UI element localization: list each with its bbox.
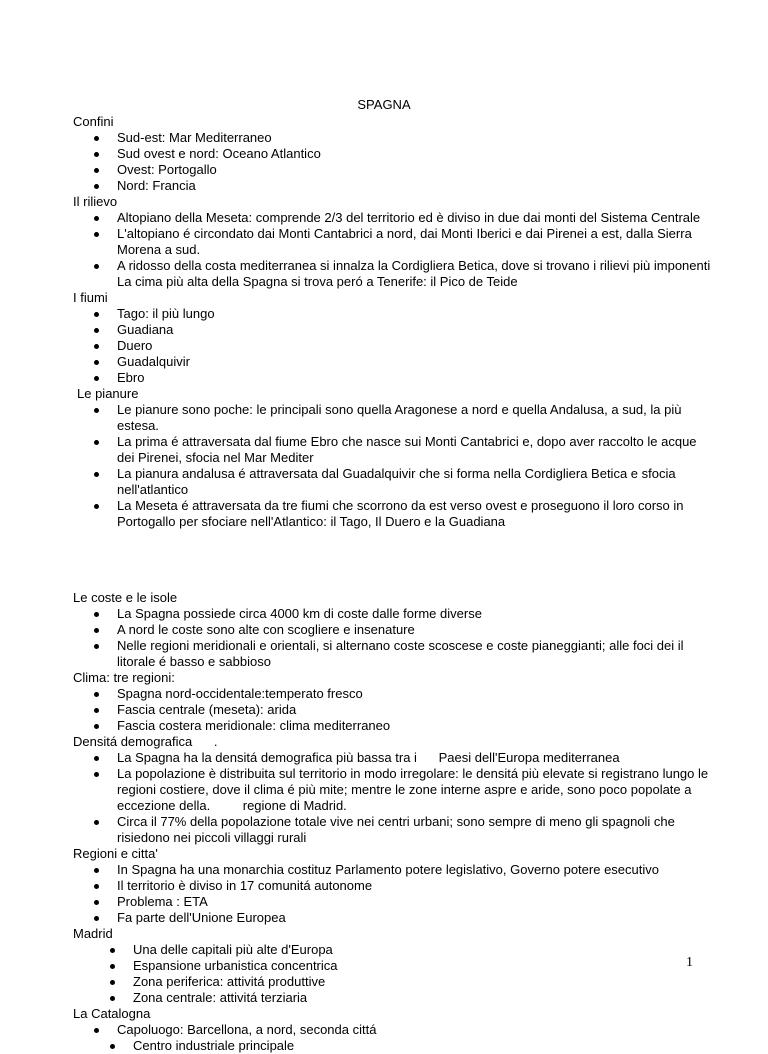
section-heading: Il rilievo <box>73 194 118 209</box>
section-heading: Le coste e le isole <box>73 590 178 605</box>
list-item: La Spagna possiede circa 4000 km di coste dalle forme diverse <box>73 606 713 622</box>
list-item: Fascia costera meridionale: clima mediterraneo <box>73 718 713 734</box>
list-item: La popolazione è distribuita sul territorio in modo irregolare: le densitá più elevate si registrano lungo le regioni costiere, dove il clima é più mite; mentre le zone interne aspre e aride, sono poco popolate a eccezione della. regione di Madrid. <box>73 766 713 814</box>
bullet-list <box>73 1022 713 1038</box>
list-item: Espansione urbanistica concentrica <box>73 958 713 974</box>
section-heading: Madrid <box>73 926 113 941</box>
bullet-list <box>73 862 713 926</box>
section-heading: I fiumi <box>73 290 108 305</box>
bullet-list <box>73 130 713 194</box>
document-body <box>73 114 713 1054</box>
list-item: Una delle capitali più alte d'Europa <box>73 942 713 958</box>
list-item: La Meseta é attraversata da tre fiumi che scorrono da est verso ovest e proseguono il loro corso in Portogallo per sfociare nell'Atlantico: il Tago, Il Duero e la Guadiana <box>73 498 713 530</box>
list-item: Spagna nord-occidentale:temperato fresco <box>73 686 713 702</box>
list-item: Ovest: Portogallo <box>73 162 713 178</box>
list-item: Ebro <box>73 370 713 386</box>
section-heading: Clima: tre regioni: <box>73 670 175 685</box>
list-item: La prima é attraversata dal fiume Ebro che nasce sui Monti Cantabrici e, dopo aver raccolto le acque dei Pirenei, sfocia nel Mar Mediter <box>73 434 713 466</box>
bullet-list <box>73 210 713 290</box>
list-item: Tago: il più lungo <box>73 306 713 322</box>
section-heading: Confini <box>73 114 114 129</box>
list-item: Il territorio è diviso in 17 comunitá autonome <box>73 878 713 894</box>
list-item: A ridosso della costa mediterranea si innalza la Cordigliera Betica, dove si trovano i rilievi più imponenti La cima più alta della Spagna si trova peró a Tenerife: il Pico de Teide <box>73 258 713 290</box>
bullet-list <box>73 942 713 1006</box>
bullet-list <box>73 402 713 530</box>
list-item: Altopiano della Meseta: comprende 2/3 del territorio ed è diviso in due dai monti del Sistema Centrale <box>73 210 713 226</box>
document-title: SPAGNA <box>357 97 411 112</box>
list-item: Nord: Francia <box>73 178 713 194</box>
section-heading: Regioni e citta' <box>73 846 158 861</box>
section-heading: La Catalogna <box>73 1006 151 1021</box>
list-item: Problema : ETA <box>73 894 713 910</box>
section-heading: Densitá demografica . <box>73 734 218 749</box>
bullet-list-nested <box>73 1038 713 1054</box>
list-item: Zona centrale: attivitá terziaria <box>73 990 713 1006</box>
list-item: La Spagna ha la densitá demografica più bassa tra i Paesi dell'Europa mediterranea <box>73 750 713 766</box>
list-item: In Spagna ha una monarchia costituz Parlamento potere legislativo, Governo potere esecutivo <box>73 862 713 878</box>
bullet-list <box>73 686 713 734</box>
list-item: Guadalquivir <box>73 354 713 370</box>
bullet-list <box>73 606 713 670</box>
blank-space <box>73 530 713 590</box>
list-item: Sud-est: Mar Mediterraneo <box>73 130 713 146</box>
list-item: A nord le coste sono alte con scogliere e insenature <box>73 622 713 638</box>
list-item: Capoluogo: Barcellona, a nord, seconda cittá <box>73 1022 713 1038</box>
list-item: La pianura andalusa é attraversata dal Guadalquivir che si forma nella Cordigliera Betica e sfocia nell'atlantico <box>73 466 713 498</box>
list-item: Zona periferica: attivitá produttive <box>73 974 713 990</box>
list-item: L'altopiano é circondato dai Monti Cantabrici a nord, dai Monti Iberici e dai Pirenei a est, dalla Sierra Morena a sud. <box>73 226 713 258</box>
bullet-list <box>73 750 713 846</box>
list-item: Le pianure sono poche: le principali sono quella Aragonese a nord e quella Andalusa, a sud, la più estesa. <box>73 402 713 434</box>
list-item: Sud ovest e nord: Oceano Atlantico <box>73 146 713 162</box>
list-item: Circa il 77% della popolazione totale vive nei centri urbani; sono sempre di meno gli spagnoli che risiedono nei piccoli villaggi rurali <box>73 814 713 846</box>
list-item: Centro industriale principale <box>73 1038 713 1054</box>
list-item: Duero <box>73 338 713 354</box>
list-item: Fascia centrale (meseta): arida <box>73 702 713 718</box>
bullet-list <box>73 306 713 386</box>
list-item: Guadiana <box>73 322 713 338</box>
list-item: Nelle regioni meridionali e orientali, si alternano coste scoscese e coste pianeggianti; alle foci dei il litorale é basso e sabbioso <box>73 638 713 670</box>
section-heading: Le pianure <box>77 386 139 401</box>
list-item: Fa parte dell'Unione Europea <box>73 910 713 926</box>
page-number: 1 <box>686 955 693 970</box>
